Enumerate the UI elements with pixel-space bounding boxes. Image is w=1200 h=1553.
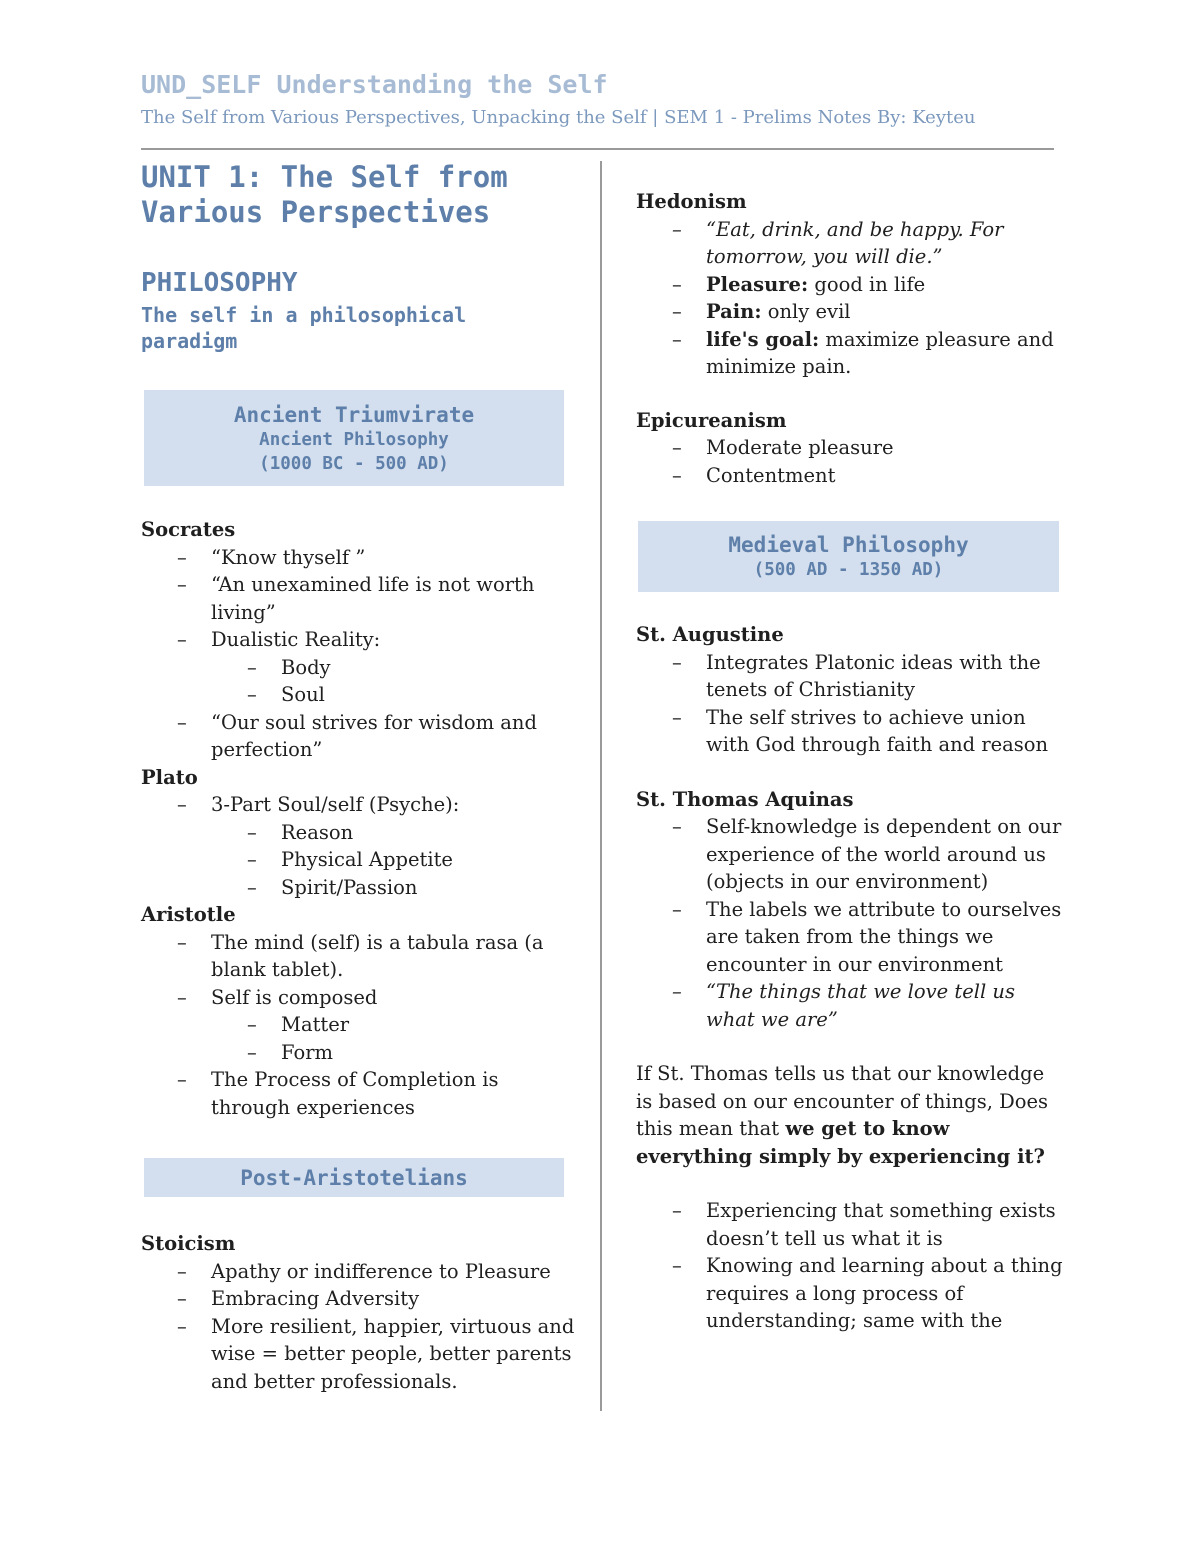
question-text: If St. Thomas tells us that our knowledge is based on our encounter of things, Does this mean that <box>636 1062 1049 1140</box>
list-item: – Body <box>281 654 581 682</box>
plato-list <box>141 791 581 901</box>
heading-aristotle: Aristotle <box>141 903 236 926</box>
aquinas-list <box>636 813 1066 1033</box>
list-item <box>706 326 1066 381</box>
unit-title <box>141 160 581 230</box>
stoicism-list <box>141 1258 581 1396</box>
banner-title: Medieval Philosophy <box>728 533 969 557</box>
list-item: – Moderate pleasure <box>706 434 1066 462</box>
epicureanism-list <box>636 434 1066 489</box>
section-subtitle-line1: The self in a philosophical <box>141 303 467 327</box>
list-item <box>211 984 581 1067</box>
list-item: – More resilient, happier, virtuous and wise = better people, better parents and better professionals. <box>211 1313 581 1396</box>
heading-hedonism: Hedonism <box>636 190 747 213</box>
heading-st-thomas-aquinas: St. Thomas Aquinas <box>636 787 854 811</box>
list-item: – Contentment <box>706 462 1066 490</box>
soul-parts-list <box>211 819 581 902</box>
header-divider <box>141 148 1054 150</box>
term-label: Pain: <box>706 300 762 323</box>
list-item: – Embracing Adversity <box>211 1285 581 1313</box>
augustine-list <box>636 649 1066 759</box>
banner-post-aristotelians <box>144 1158 564 1197</box>
dualistic-list <box>211 654 581 709</box>
list-item: – Reason <box>281 819 581 847</box>
column-divider <box>600 161 602 1411</box>
unit-title-line2: Various Perspectives <box>141 195 491 229</box>
list-item <box>211 791 581 901</box>
term-text: maximize pleasure and minimize pain. <box>706 327 1054 378</box>
list-item: – Knowing and learning about a thing requires a long process of understanding; same with the <box>706 1252 1066 1335</box>
banner-date-range: (500 AD - 1350 AD) <box>753 560 944 580</box>
banner-medieval-philosophy <box>638 521 1059 592</box>
list-item: – Integrates Platonic ideas with the tenets of Christianity <box>706 649 1066 704</box>
unit-title-line1: UNIT 1: The Self from <box>141 160 508 194</box>
list-item: – The Process of Completion is through experiences <box>211 1066 581 1121</box>
heading-st-augustine: St. Augustine <box>636 623 784 646</box>
list-item: – Physical Appetite <box>281 846 581 874</box>
section-subtitle <box>141 302 581 354</box>
list-item <box>706 271 1066 299</box>
list-item: – Apathy or indifference to Pleasure <box>211 1258 581 1286</box>
term-label: life's goal: <box>706 327 820 351</box>
right-column <box>636 188 1066 1335</box>
list-item: – Self-knowledge is dependent on our experience of the world around us (objects in our environment) <box>706 813 1066 896</box>
document-subtitle: The Self from Various Perspectives, Unpacking the Self | SEM 1 - Prelims Notes By: Keyteu <box>141 107 976 128</box>
list-item: – The mind (self) is a tabula rasa (a blank tablet). <box>211 929 581 984</box>
aristotle-list <box>141 929 581 1122</box>
heading-epicureanism: Epicureanism <box>636 408 787 432</box>
left-column <box>141 160 581 1395</box>
banner-title: Post-Aristotelians <box>240 1166 468 1190</box>
list-item-text: 3-Part Soul/self (Psyche): <box>211 793 460 816</box>
term-label: Pleasure: <box>706 272 809 296</box>
banner-date-range: (1000 BC - 500 AD) <box>259 454 449 474</box>
list-item: – “Know thyself ” <box>211 544 581 572</box>
section-title: PHILOSOPHY <box>141 268 298 298</box>
banner-subtitle: Ancient Philosophy <box>259 430 449 450</box>
list-item-quote: – “The things that we love tell us what we are” <box>706 978 1066 1033</box>
list-item-text: Dualistic Reality: <box>211 628 381 651</box>
list-item: – Matter <box>281 1011 581 1039</box>
question-paragraph <box>636 1060 1066 1170</box>
term-text: only evil <box>761 300 851 323</box>
document-title: UND_SELF Understanding the Self <box>141 70 608 99</box>
heading-plato: Plato <box>141 765 198 789</box>
socrates-list <box>141 544 581 764</box>
list-item-text: Self is composed <box>211 985 378 1009</box>
list-item: – Spirit/Passion <box>281 874 581 902</box>
heading-stoicism: Stoicism <box>141 1232 236 1255</box>
list-item-quote: – “Eat, drink, and be happy. For tomorrow, you will die.” <box>706 216 1066 271</box>
answers-list <box>636 1197 1066 1335</box>
term-text: good in life <box>808 272 926 296</box>
hedonism-list <box>636 216 1066 381</box>
list-item: – Soul <box>281 681 581 709</box>
list-item: – The self strives to achieve union with God through faith and reason <box>706 704 1066 759</box>
list-item: – The labels we attribute to ourselves are taken from the things we encounter in our environment <box>706 896 1066 979</box>
list-item: – Experiencing that something exists doesn’t tell us what it is <box>706 1197 1066 1252</box>
banner-title: Ancient Triumvirate <box>233 403 475 427</box>
list-item: – Form <box>281 1039 581 1067</box>
section-subtitle-line2: paradigm <box>141 329 238 353</box>
composed-list <box>211 1011 581 1066</box>
question-emphasis: we get to know everything simply by experiencing it? <box>636 1117 1045 1168</box>
heading-socrates: Socrates <box>141 518 236 541</box>
banner-ancient-triumvirate <box>144 390 564 486</box>
list-item: – “Our soul strives for wisdom and perfection” <box>211 709 581 764</box>
list-item <box>706 298 1066 326</box>
list-item <box>211 626 581 709</box>
list-item: – “An unexamined life is not worth living” <box>211 571 581 626</box>
